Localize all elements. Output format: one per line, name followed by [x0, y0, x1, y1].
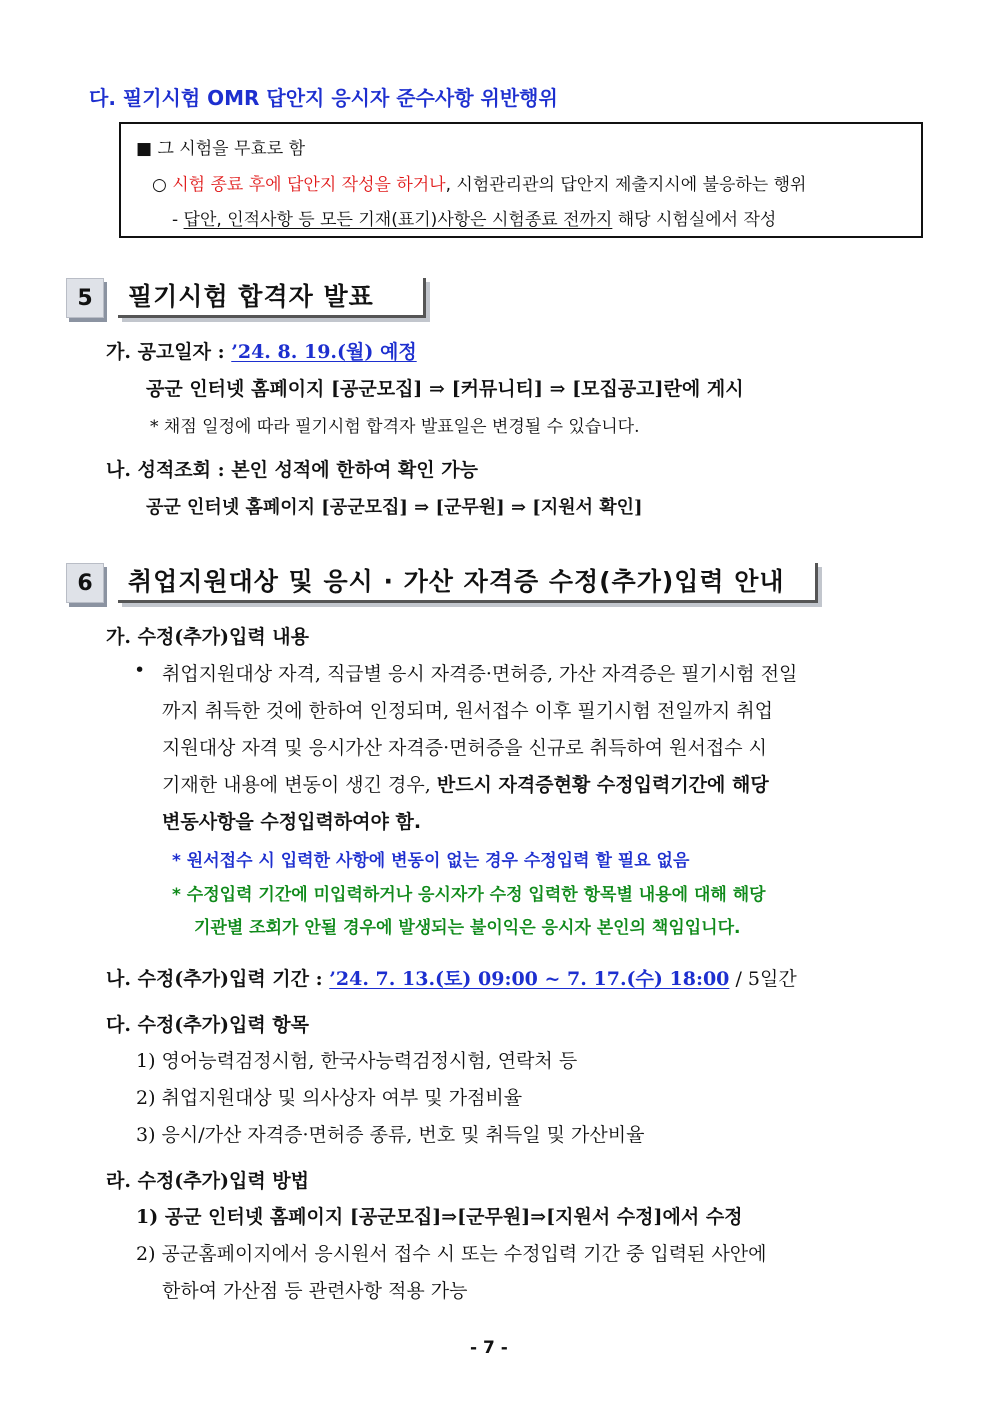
box-line-violation: ○ 시험 종료 후에 답안지 작성을 하거나, 시험관리관의 답안지 제출지시에 불응하는 행위 [152, 175, 807, 195]
edit-item-1: 1) 영어능력검정시험, 한국사능력검정시험, 연락처 등 [136, 1050, 578, 1072]
para-line-3: 지원대상 자격 및 응시가산 자격증·면허증을 신규로 취득하여 원서접수 시 [162, 737, 767, 759]
edit-method-1: 1) 공군 인터넷 홈페이지 [공군모집]⇒[군무원]⇒[지원서 수정]에서 수정 [136, 1206, 743, 1228]
score-inquiry-line: 나. 성적조회 : 본인 성적에 한하여 확인 가능 [106, 459, 478, 481]
edit-period-value: ’24. 7. 13.(토) 09:00 ~ 7. 17.(수) 18:00 [329, 968, 730, 990]
para-line-4: 기재한 내용에 변동이 생긴 경우, 반드시 자격증현황 수정입력기간에 해당 [162, 774, 769, 796]
box-underlined-text: 답안, 인적사항 등 모든 기재(표기)사항은 시험종료 전까지 [183, 210, 613, 230]
announce-note: * 채점 일정에 따라 필기시험 합격자 발표일은 변경될 수 있습니다. [150, 417, 640, 437]
bullet: • [134, 659, 146, 681]
note-responsibility-1: * 수정입력 기간에 미입력하거나 응시자가 수정 입력한 항목별 내용에 대해 해당 [172, 885, 766, 905]
omr-violation-heading: 다. 필기시험 OMR 답안지 응시자 준수사항 위반행위 [89, 86, 558, 110]
edit-method-heading: 라. 수정(추가)입력 방법 [106, 1170, 310, 1192]
edit-content-heading: 가. 수정(추가)입력 내용 [106, 626, 310, 648]
box-line-invalid: ■ 그 시험을 무효로 함 [136, 139, 306, 159]
announce-date-value: ’24. 8. 19.(월) 예정 [231, 341, 417, 363]
para-bold-1: 반드시 자격증현황 수정입력기간에 해당 [436, 774, 769, 796]
edit-items-heading: 다. 수정(추가)입력 항목 [106, 1014, 310, 1036]
page-number: - 7 - [470, 1338, 508, 1358]
note-responsibility-2: 기관별 조회가 안될 경우에 발생되는 불이익은 응시자 본인의 책임입니다. [194, 918, 741, 938]
edit-method-2-line-2: 한하여 가산점 등 관련사항 적용 가능 [162, 1280, 468, 1302]
section-title-6: 취업지원대상 및 응시 · 가산 자격증 수정(추가)입력 안내 [118, 563, 818, 603]
section-number-6: 6 [66, 563, 104, 603]
edit-period-line: 나. 수정(추가)입력 기간 : ’24. 7. 13.(토) 09:00 ~ 7. 17.(수) 18:00 / 5일간 [106, 968, 797, 990]
note-no-change: * 원서접수 시 입력한 사항에 변동이 없는 경우 수정입력 할 필요 없음 [172, 851, 690, 871]
para-line-5: 변동사항을 수정입력하여야 함. [162, 811, 422, 833]
section-title-5: 필기시험 합격자 발표 [118, 278, 426, 318]
announce-path: 공군 인터넷 홈페이지 [공군모집] ⇒ [커뮤니티] ⇒ [모집공고]란에 게시 [146, 378, 744, 400]
edit-item-3: 3) 응시/가산 자격증·면허증 종류, 번호 및 취득일 및 가산비율 [136, 1124, 645, 1146]
para-line-1: 취업지원대상 자격, 직급별 응시 자격증·면허증, 가산 자격증은 필기시험 전일 [162, 663, 798, 685]
para-line-2: 까지 취득한 것에 한하여 인정되며, 원서접수 이후 필기시험 전일까지 취업 [162, 700, 774, 722]
score-inquiry-path: 공군 인터넷 홈페이지 [공군모집] ⇒ [군무원] ⇒ [지원서 확인] [146, 497, 643, 518]
box-line-note: - 답안, 인적사항 등 모든 기재(표기)사항은 시험종료 전까지 해당 시험실에서 작성 [172, 210, 777, 230]
section-number-5: 5 [66, 278, 104, 318]
announce-date-line: 가. 공고일자 : ’24. 8. 19.(월) 예정 [106, 341, 417, 363]
edit-method-2-line-1: 2) 공군홈페이지에서 응시원서 접수 시 또는 수정입력 기간 중 입력된 사안에 [136, 1243, 767, 1265]
edit-item-2: 2) 취업지원대상 및 의사상자 여부 및 가점비율 [136, 1087, 523, 1109]
violation-red-text: 시험 종료 후에 답안지 작성을 하거나 [172, 175, 446, 195]
